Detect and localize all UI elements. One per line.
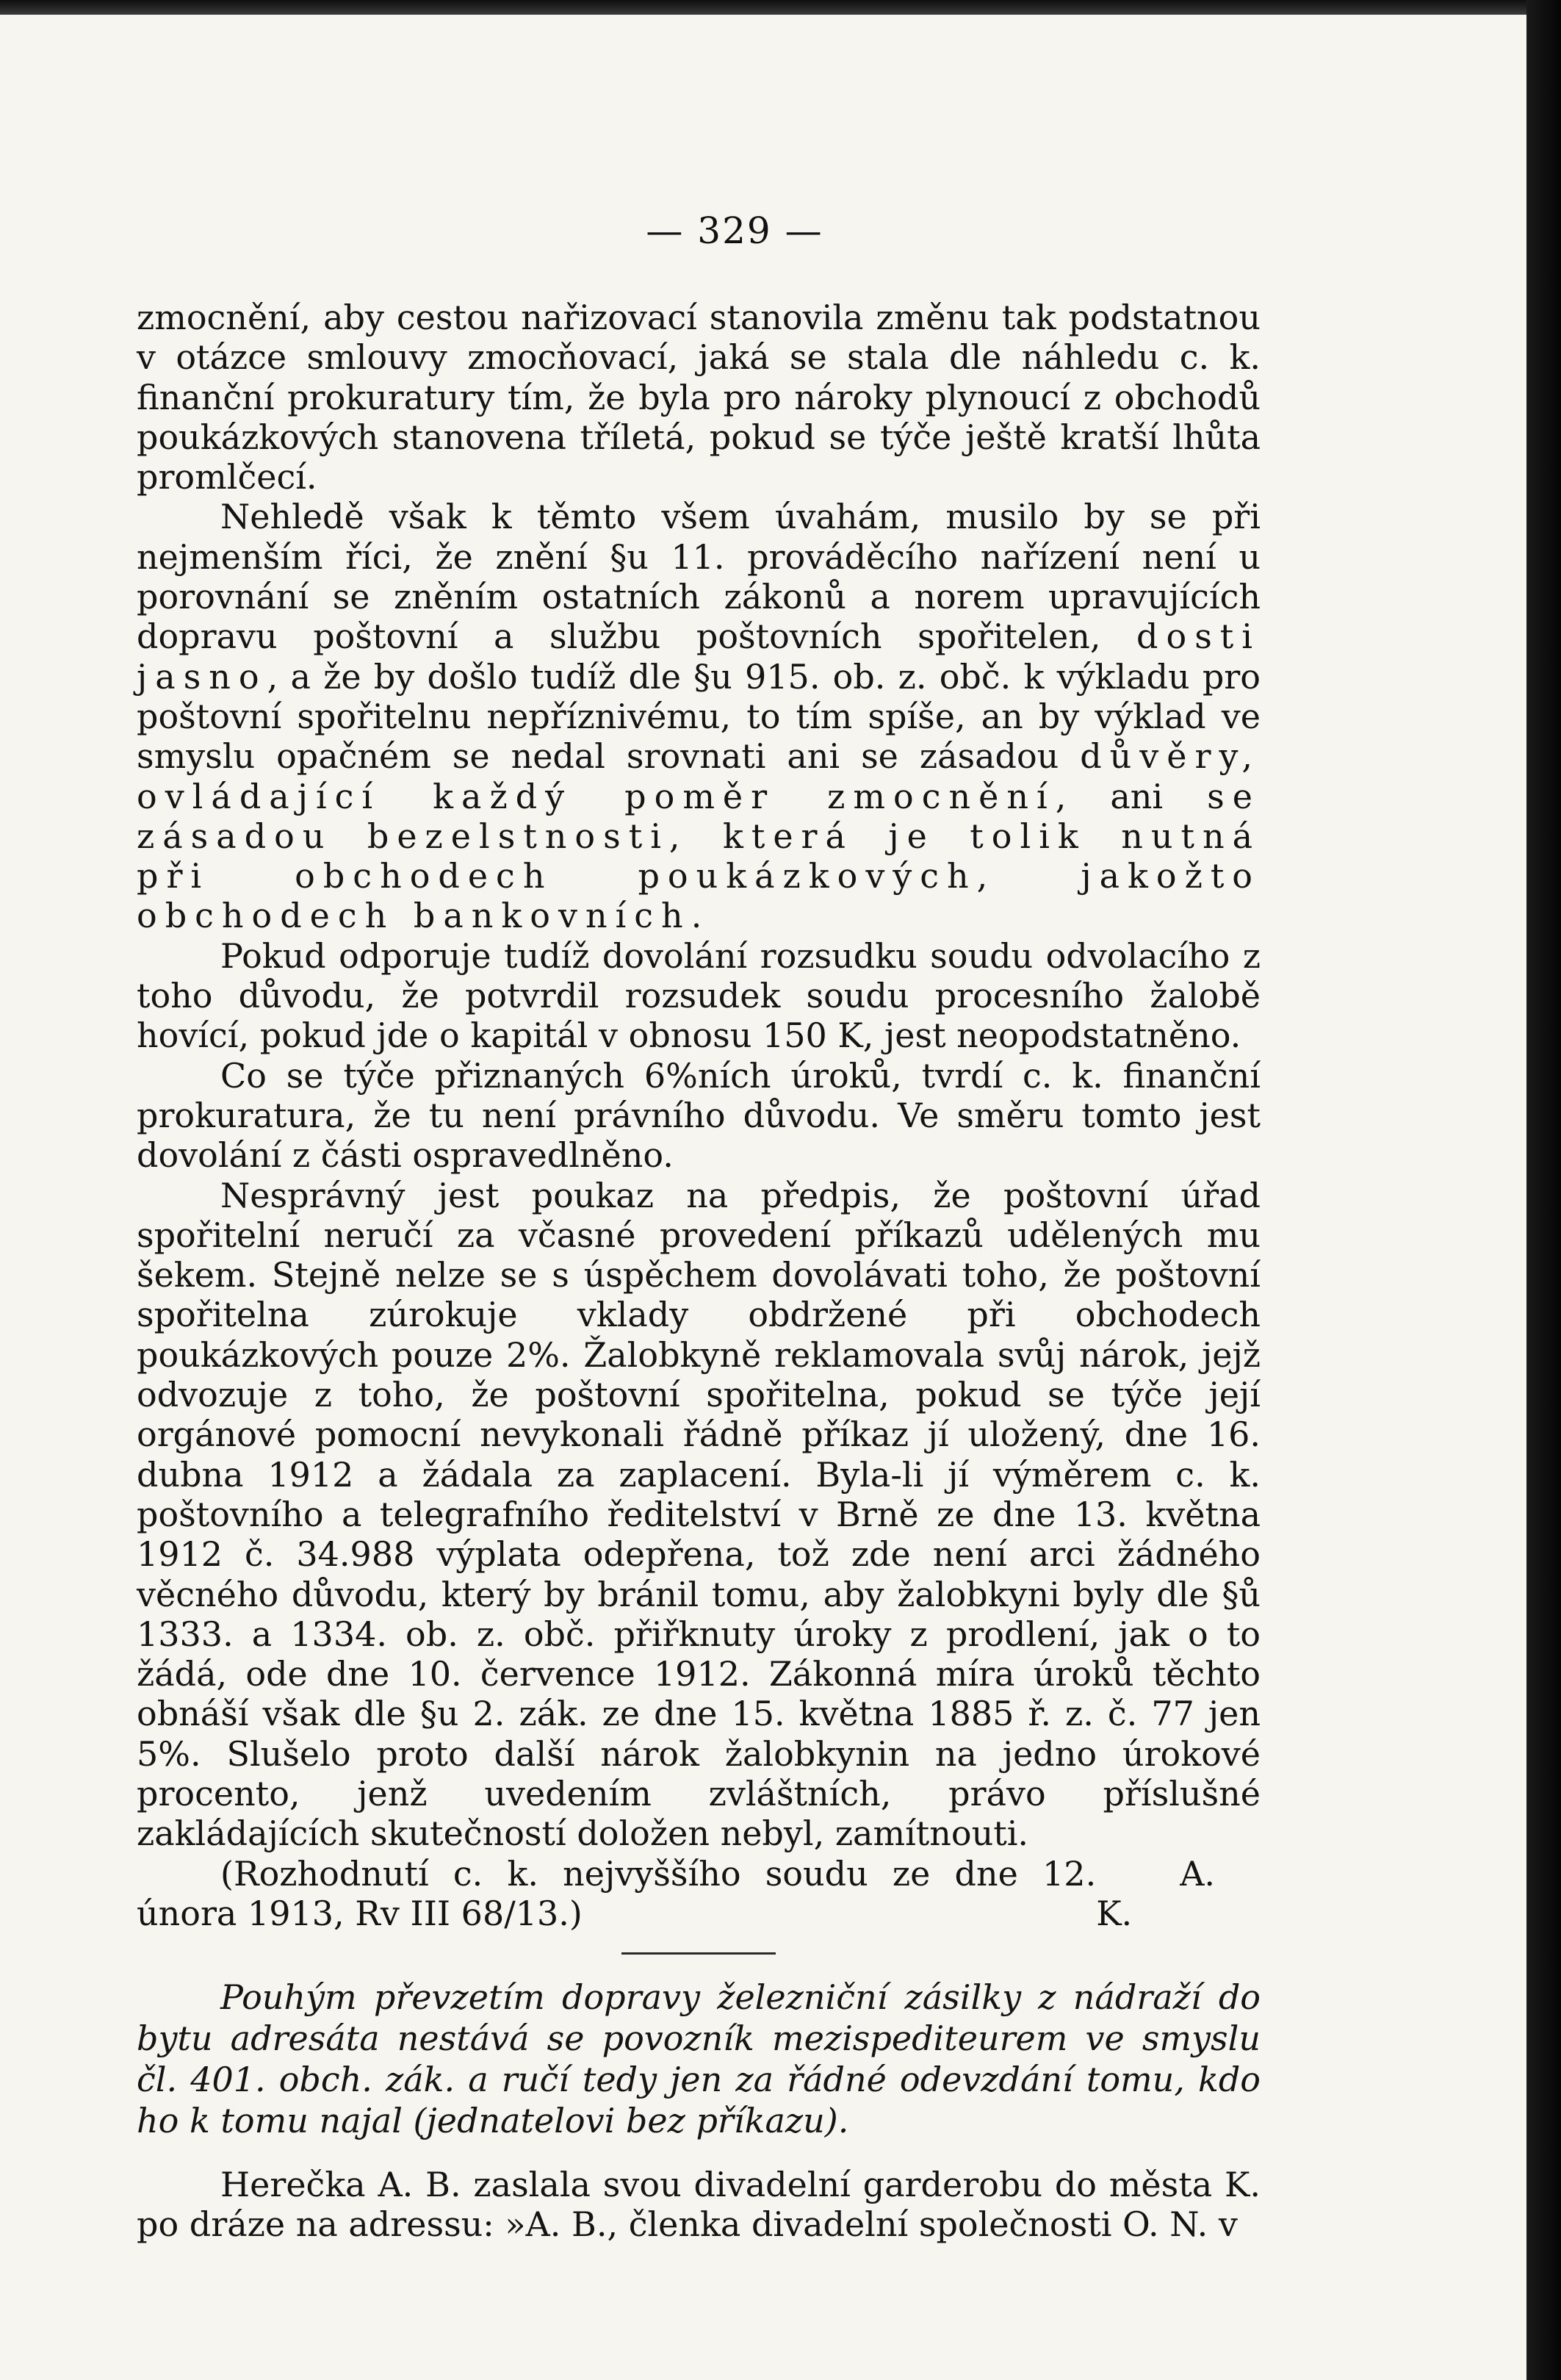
paragraph-text: . <box>691 896 702 936</box>
section-divider <box>621 1952 776 1955</box>
emphasized-text: se zásadou bezelstnosti, která je tolik nutná při obchodech poukázkových, jakožto obchodech bankovních <box>137 776 1261 936</box>
paragraph-text: , a že by došlo tudíž dle §u 915. ob. z. obč. k výkladu pro poštovní spořitelnu nepříznivému, to tím spíše, an by výklad ve smyslu opačném se nedal srovnati ani se zásadou <box>137 656 1261 777</box>
paragraph-list <box>137 298 1261 1854</box>
scan-top-shadow <box>0 0 1526 15</box>
final-paragraph: Herečka A. B. zaslala svou divadelní garderobu do města K. po dráze na adressu: »A. B., členka divadelní společnosti O. N. v <box>137 2165 1261 2245</box>
paragraph-p3 <box>137 936 1261 1056</box>
body-text <box>137 298 1261 2245</box>
citation <box>137 1854 1261 1934</box>
paragraph-text: Pokud odporuje tudíž dovolání rozsudku soudu odvolacího z toho důvodu, že potvrdil rozsudek soudu procesního žalobě hovící, pokud jde o kapitál v obnosu 150 K, jest neopodstatněno. <box>137 935 1261 1056</box>
emphasized-text: dosti jasno <box>137 616 1261 697</box>
emphasized-text: důvěry, ovládající každý poměr zmocnění <box>137 736 1261 816</box>
paragraph-text: Nesprávný jest poukaz na předpis, že poštovní úřad spořitelní neručí za včasné provedení příkazů udělených mu šekem. Stejně nelze se s úspěchem dovolávati toho, že poštovní spořitelna zúrokuje vklady obdržené při obchodech poukázkových pouze 2%. Žalobkyně reklamovala svůj nárok, jejž odvozuje z toho, že poštovní spořitelna, pokud se týče její orgánové pomocní nevykonali řádně příkaz jí uložený, dne 16. dubna 1912 a žádala za zaplacení. Byla-li jí výměrem c. k. poštovního a telegrafního ředitelství v Brně ze dne 13. května 1912 č. 34.988 výplata odepřena, tož zde není arci žádného věcného důvodu, který by bránil tomu, aby žalobkyni byly dle §ů 1333. a 1334. ob. z. obč. přiřknuty úroky z prodlení, jak o to žádá, ode dne 10. července 1912. Zákonná míra úroků těchto obnáší však dle §u 2. zák. ze dne 15. května 1885 ř. z. č. 77 jen 5%. Slušelo proto další nárok žalobkynin na jedno úrokové procento, jenž uvedením zvláštních, právo příslušné zakládajících skutečností doložen nebyl, zamítnouti. <box>137 1175 1261 1854</box>
paragraph-text: Nehledě však k těmto všem úvahám, musilo by se při nejmenším říci, že znění §u 11. prováděcího nařízení není u porovnání se zněním ostatních zákonů a norem upravujících dopravu poštovní a službu poštovních spořitelen, <box>137 497 1261 657</box>
paragraph-p5 <box>137 1176 1261 1854</box>
scan-right-edge <box>1526 0 1561 2380</box>
citation-signature: A. K. <box>1096 1853 1216 1933</box>
citation-text: (Rozhodnutí c. k. nejvyššího soudu ze dne 12. února 1913, Rv III 68/13.) <box>137 1853 1097 1933</box>
paragraph-p4 <box>137 1056 1261 1176</box>
paragraph-text: zmocnění, aby cestou nařizovací stanovila změnu tak podstatnou v otázce smlouvy zmocňovací, jaká se stala dle náhledu c. k. finanční prokuratury tím, že byla pro nároky plynoucí z obchodů poukázkových stanovena tříletá, pokud se týče ještě kratší lhůta promlčecí. <box>137 298 1261 497</box>
paragraph-p1 <box>137 298 1261 497</box>
page-number: — 329 — <box>646 209 823 252</box>
headnote: Pouhým převzetím dopravy železniční zásilky z nádraží do bytu adresáta nestává se povozník mezispediteurem ve smyslu čl. 401. obch. zák. a ručí tedy jen za řádné odevzdání tomu, kdo ho k tomu najal (jednatelovi bez příkazu). <box>137 1977 1261 2141</box>
paragraph-p2 <box>137 497 1261 935</box>
paragraph-text: , ani <box>1055 776 1208 816</box>
paragraph-text: Co se týče přiznaných 6%ních úroků, tvrdí c. k. finanční prokuratura, že tu není právního důvodu. Ve směru tomto jest dovolání z části ospravedlněno. <box>137 1055 1261 1176</box>
